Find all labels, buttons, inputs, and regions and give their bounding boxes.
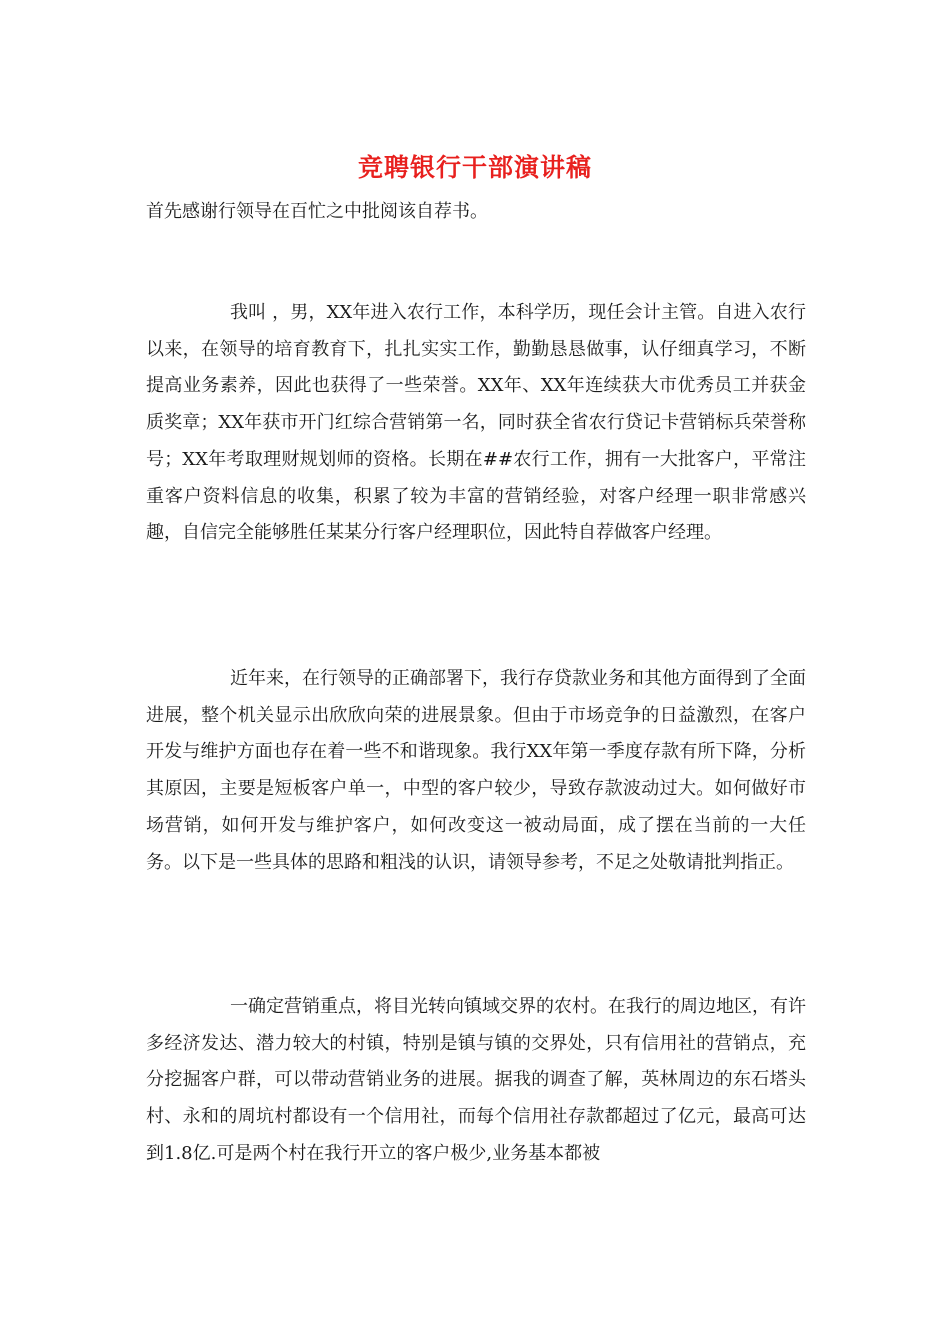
body-paragraph: 近年来，在行领导的正确部署下，我行存贷款业务和其他方面得到了全面进展，整个机关显示出欣欣向荣的进展景象。但由于市场竞争的日益激烈，在客户开发与维护方面也存在着一些不和谐现象。我行XX年第一季度存款有所下降，分析其原因，主要是短板客户单一，中型的客户较少，导致存款波动过大。如何做好市场营销，如何开发与维护客户，如何改变这一被动局面，成了摆在当前的一大任务。以下是一些具体的思路和粗浅的认识，请领导参考，不足之处敬请批判指正。: [146, 668, 806, 873]
document-title: 竞聘银行干部演讲稿: [357, 153, 592, 182]
body-paragraph: 我叫 ，男，XX年进入农行工作，本科学历，现任会计主管。自进入农行以来，在领导的培育教育下，扎扎实实工作，勤勤恳恳做事，认仔细真学习，不断提高业务素养，因此也获得了一些荣誉。XX年、XX年连续获大市优秀员工并获金质奖章；XX年获市开门红综合营销第一名，同时获全省农行贷记卡营销标兵荣誉称号；XX年考取理财规划师的资格。长期在##农行工作，拥有一大批客户，平常注重客户资料信息的收集，积累了较为丰富的营销经验，对客户经理一职非常感兴趣，自信完全能够胜任某某分行客户经理职位，因此特自荐做客户经理。: [146, 302, 806, 544]
intro-line: 首先感谢行领导在百忙之中批阅该自荐书。: [146, 201, 488, 222]
body-paragraph: 一确定营销重点，将目光转向镇域交界的农村。在我行的周边地区，有许多经济发达、潜力较大的村镇，特别是镇与镇的交界处，只有信用社的营销点，充分挖掘客户群，可以带动营销业务的进展。据我的调查了解，英林周边的东石塔头村、永和的周坑村都设有一个信用社，而每个信用社存款都超过了亿元，最高可达到1.8亿.可是两个村在我行开立的客户极少,业务基本都被: [146, 996, 806, 1164]
